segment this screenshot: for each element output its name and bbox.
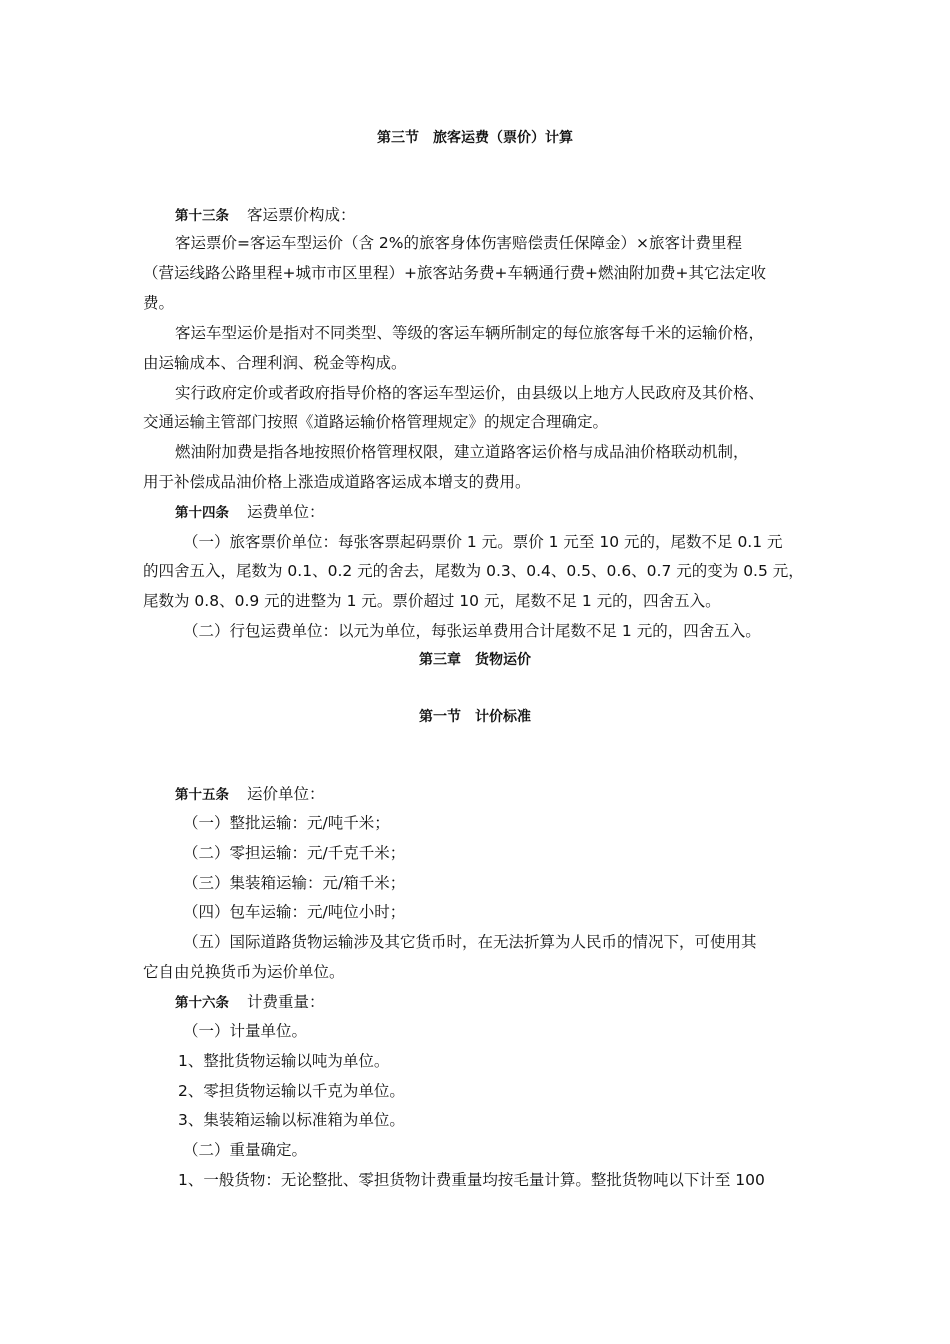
article-text: 计费重量：	[247, 993, 325, 1011]
paragraph-line: 1、一般货物：无论整批、零担货物计费重量均按毛量计算。整批货物吨以下计至 100	[178, 1171, 765, 1189]
paragraph-line: 的四舍五入，尾数为 0.1、0.2 元的舍去，尾数为 0.3、0.4、0.5、0.6、0.7 元的变为 0.5 元，	[143, 562, 804, 580]
section-title: 第一节 计价标准	[419, 709, 531, 725]
paragraph-line: 实行政府定价或者政府指导价格的客运车型运价，由县级以上地方人民政府及其价格、	[175, 384, 765, 402]
article-15	[175, 784, 325, 805]
paragraph-line: （一）计量单位。	[183, 1022, 308, 1040]
paragraph-line: 费。	[143, 294, 175, 312]
paragraph-line: （二）行包运费单位：以元为单位，每张运单费用合计尾数不足 1 元的，四舍五入。	[183, 622, 761, 640]
article-label: 第十六条	[175, 995, 229, 1011]
list-item: （二）零担运输：元/千克千米；	[183, 844, 406, 862]
article-label: 第十四条	[175, 505, 229, 521]
paragraph-line: 交通运输主管部门按照《道路运输价格管理规定》的规定合理确定。	[143, 413, 609, 431]
list-item: 2、零担货物运输以千克为单位。	[178, 1082, 405, 1100]
article-label: 第十三条	[175, 208, 229, 224]
article-14	[175, 502, 325, 523]
paragraph-line: 用于补偿成品油价格上涨造成道路客运成本增支的费用。	[143, 473, 531, 491]
paragraph-line: （二）重量确定。	[183, 1141, 308, 1159]
section-title: 第三节 旅客运费（票价）计算	[377, 130, 573, 146]
list-item: （四）包车运输：元/吨位小时；	[183, 903, 406, 921]
chapter-title: 第三章 货物运价	[419, 652, 531, 668]
paragraph-line: 它自由兑换货币为运价单位。	[143, 963, 345, 981]
article-text: 运费单位：	[247, 503, 325, 521]
article-label: 第十五条	[175, 787, 229, 803]
article-13	[175, 205, 356, 226]
paragraph-line: 燃油附加费是指各地按照价格管理权限，建立道路客运价格与成品油价格联动机制，	[175, 443, 749, 461]
paragraph-line: 尾数为 0.8、0.9 元的进整为 1 元。票价超过 10 元，尾数不足 1 元的，四舍五入。	[143, 592, 721, 610]
paragraph-line: （五）国际道路货物运输涉及其它货币时，在无法折算为人民币的情况下，可使用其	[183, 933, 757, 951]
paragraph-line: 客运车型运价是指对不同类型、等级的客运车辆所制定的每位旅客每千米的运输价格，	[175, 324, 765, 342]
paragraph-line: 客运票价=客运车型运价（含 2%的旅客身体伤害赔偿责任保障金）×旅客计费里程	[175, 234, 742, 252]
paragraph-line: 由运输成本、合理利润、税金等构成。	[143, 354, 407, 372]
paragraph-line: （一）旅客票价单位：每张客票起码票价 1 元。票价 1 元至 10 元的，尾数不足 0.1 元	[183, 533, 783, 551]
article-text: 运价单位：	[247, 785, 325, 803]
paragraph-line: （营运线路公路里程+城市市区里程）+旅客站务费+车辆通行费+燃油附加费+其它法定收	[143, 264, 766, 282]
list-item: 1、整批货物运输以吨为单位。	[178, 1052, 390, 1070]
article-16	[175, 992, 325, 1013]
list-item: 3、集装箱运输以标准箱为单位。	[178, 1111, 405, 1129]
list-item: （三）集装箱运输：元/箱千米；	[183, 874, 406, 892]
list-item: （一）整批运输：元/吨千米；	[183, 814, 390, 832]
article-text: 客运票价构成：	[247, 206, 356, 224]
